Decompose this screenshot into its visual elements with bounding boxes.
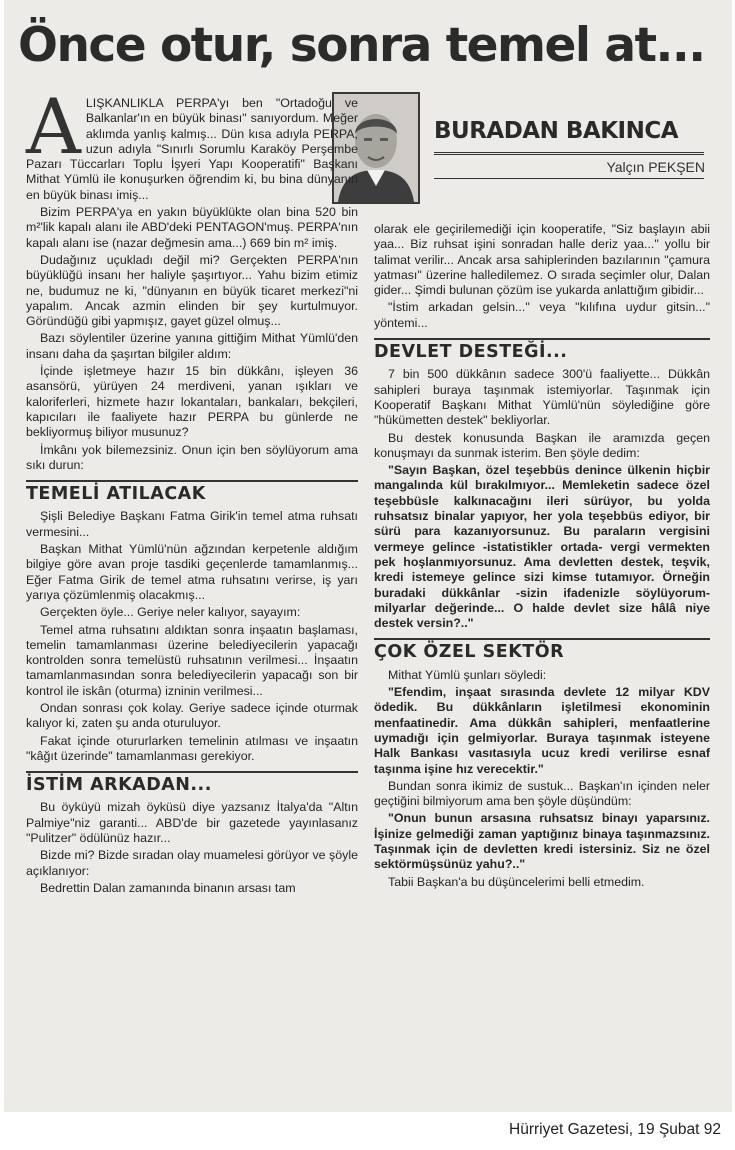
body-paragraph: Bedrettin Dalan zamanında binanın arsası tam — [40, 880, 296, 895]
body-paragraph: Fakat içinde otururlarken temelinin atılması ve inşaatın "kâğıt üzerinde" tamamlanması gerekiyor. — [26, 733, 358, 763]
body-paragraph: Bizim PERPA'ya en yakın büyüklükte olan bina 520 bin m²'lik kapalı alanı ile ABD'deki PENTAGON'muş. PERPA'nın kapalı alanı ise (nazar değmesin ama...) 669 bin m² imiş. — [26, 205, 358, 250]
body-paragraph: Bazı söylentiler üzerine yanına gittiğim Mithat Yümlü'den insanı daha da şaşırtan bilgiler aldım: — [26, 331, 358, 361]
intro-text: LIŞKANLIKLA PERPA'yı ben "Ortadoğu ve Balkanlar'ın en büyük binası" sanıyordum. Meğer aklımda yanlış kalmış... Dün kısa adıyla PERPA, uzun adıyla "Sınırlı Sorumlu Karaköy Perşembe Pazarı Tüccarları Toplu İşyeri Yapı Kooperatifi" Başkanı Mithat Yümlü ile konuşurken öğrendim ki, bu bina dünyanın en büyük binası imiş... — [26, 96, 358, 202]
body-paragraph: İçinde işletmeye hazır 15 bin dükkânı, işleyen 36 asansörü, yürüyen 24 merdiveni, yanan ışıkları ve kaloriferleri, hizmete hazır lokantaları, bankaları, bekçileri, kapıcıları ile faaliyete hazır PERPA bu günlerde ne bekliyormuş biliyor musunuz? — [26, 364, 358, 440]
body-paragraph: Bu öyküyü mizah öyküsü diye yazsanız İtalya'da "Altın Palmiye"niz garanti... ABD'de bir gazetede yayınlasanız "Pulitzer" ödülünüz hazır... — [26, 800, 358, 846]
headline: Önce otur, sonra temel at... — [18, 18, 705, 73]
body-paragraph: Ondan sonrası çok kolay. Geriye sadece içinde oturmak kalıyor ki, zaten şu anda oturuluyor. — [26, 700, 358, 731]
author-rule — [434, 178, 704, 179]
section-heading-istim: İSTİM ARKADAN... — [26, 771, 358, 793]
author-name: Yalçın PEKŞEN — [606, 159, 705, 175]
column-title: BURADAN BAKINCA — [434, 118, 679, 144]
body-paragraph: Mithat Yümlü şunları söyledi: — [388, 667, 547, 682]
body-paragraph: olarak ele geçirilemediği için kooperatife, "Siz başlayın abii yaa... Biz ruhsat işini sonradan halle deriz yaa..." yollu bir talimat verilir... Ancak arsa sahiplerinden bazılarının "çamura yatması" üzerine halledilemez. O sırada seçimler olur, Dalan gider... Şimdi bulunan çözüm ise yukarda anlattığım gibidir... — [374, 222, 710, 298]
body-paragraph: Bundan sonra ikimiz de sustuk... Başkan'ın içinden neler geçtiğini bilmiyorum ama ben şöyle düşündüm: — [374, 778, 710, 809]
section-heading-ozel: ÇOK ÖZEL SEKTÖR — [374, 638, 710, 660]
quote-paragraph: "Sayın Başkan, özel teşebbüs denince ülkenin hiçbir mangalında kül bırakılmıyor... Memleketin sadece özel teşebbüsle kalkınacağını ileri sürüyor, bu yolda ruhsatsız binalar yapıyor, her yola teşebbüs ediyor, bir sürü para kazanıyorsunuz. Bu paraların vergisini vermeye gelince -istatistikler ortada- vergi vermekten pek hoşlanmıyorsunuz. Ama devletten destek, teşvik, kredi istemeye gelince sizi kimse tutamıyor. Örneğin buradaki dükkânlar -sizin ifadenizle söylüyorum- milyarlar değerinde... O halde devlet size hâlâ niye destek versin?.." — [374, 463, 710, 631]
body-paragraph: Tabii Başkan'a bu düşüncelerimi belli etmedim. — [388, 874, 645, 889]
body-paragraph: Başkan Mithat Yümlü'nün ağzından kerpetenle aldığım bilgiye göre avan proje tasdiki geçenlerde tamamlanmış... Eğer Fatma Girik de temel atma ruhsatını verirse, iş yarı yarıya çözümlenmiş olacakmış... — [26, 542, 358, 602]
body-paragraph: Temel atma ruhsatını aldıktan sonra inşaatın başlaması, temelin tamamlanması üzerine belediyecilerin yapacağı kontrolden sonra temelüstü ruhsatının verilmesi... İnşaatın tamamlanmasından sonra belediyecilerin yapacağı son bir kontrol ile iskân (oturma) izninin verilmesi... — [26, 622, 358, 698]
body-paragraph: Şişli Belediye Başkanı Fatma Girik'in temel atma ruhsatı vermesini... — [26, 509, 358, 539]
body-paragraph: 7 bin 500 dükkânın sadece 300'ü faaliyette... Dükkân sahipleri buraya taşınmak istemiyorlar. Taşınmak için Kooperatif Başkanı Mithat Yümlü'nün söylediğine göre "hükümetten destek" bekliyorlar. — [374, 367, 710, 428]
body-paragraph: "İstim arkadan gelsin..." veya "kılıfına uydur gitsin..." yöntemi... — [374, 300, 710, 330]
body-paragraph: Gerçekten öyle... Geriye neler kalıyor, sayayım: — [40, 605, 301, 620]
section-heading-temeli: TEMELİ ATILACAK — [26, 480, 358, 502]
right-column — [374, 222, 710, 892]
body-paragraph: Bizde mi? Bizde sıradan olay muamelesi görüyor ve şöyle açıklanıyor: — [26, 848, 358, 878]
section-heading-devlet: DEVLET DESTEĞİ... — [374, 338, 710, 360]
left-column — [26, 82, 358, 898]
body-paragraph: Bu destek konusunda Başkan ile aramızda geçen konuşmayı da sunmak isterim. Ben şöyle dedim: — [374, 430, 710, 460]
column-title-rule — [434, 152, 704, 155]
quote-paragraph: "Onun bunun arsasına ruhsatsız binayı yaparsınız. İşinize gelmediği zaman yaptığınız binaya taşınmazsınız. Taşınmak için de devletten kredi istersiniz. Siz ne özel sektörmüşsünüz yahu?.." — [374, 811, 710, 872]
intro-paragraph — [26, 82, 358, 203]
body-paragraph: İmkânı yok bilemezsiniz. Onun için ben söylüyorum ama sıkı durun: — [26, 442, 358, 472]
drop-cap: A — [26, 82, 81, 171]
body-paragraph: Dudağınız uçukladı değil mi? Gerçekten PERPA'nın büyüklüğü insanı her haliyle şaşırtıyor... Yahu bizim etimiz ne, budumuz ne ki, "dünyanın en büyük ticaret merkezi"ni yapalım. Ancak azmin elinden bir şey kurtulmuyor. Göründüğü gibi yapmışız, gayet güzel olmuş... — [26, 252, 358, 329]
quote-paragraph: "Efendim, inşaat sırasında devlete 12 milyar KDV ödedik. Bu dükkânların işletilmesi ekonominin menfaatinedir. Ama dükkân sahipleri, menfaatlerine uymadığı için gelmiyorlar. Buraya taşınmak isteyene Halk Bankası vasıtasıyla ucuz kredi verilirse esnaf taşınma işine hız verecektir." — [374, 685, 710, 776]
source-caption: Hürriyet Gazetesi, 19 Şubat 92 — [509, 1121, 721, 1138]
